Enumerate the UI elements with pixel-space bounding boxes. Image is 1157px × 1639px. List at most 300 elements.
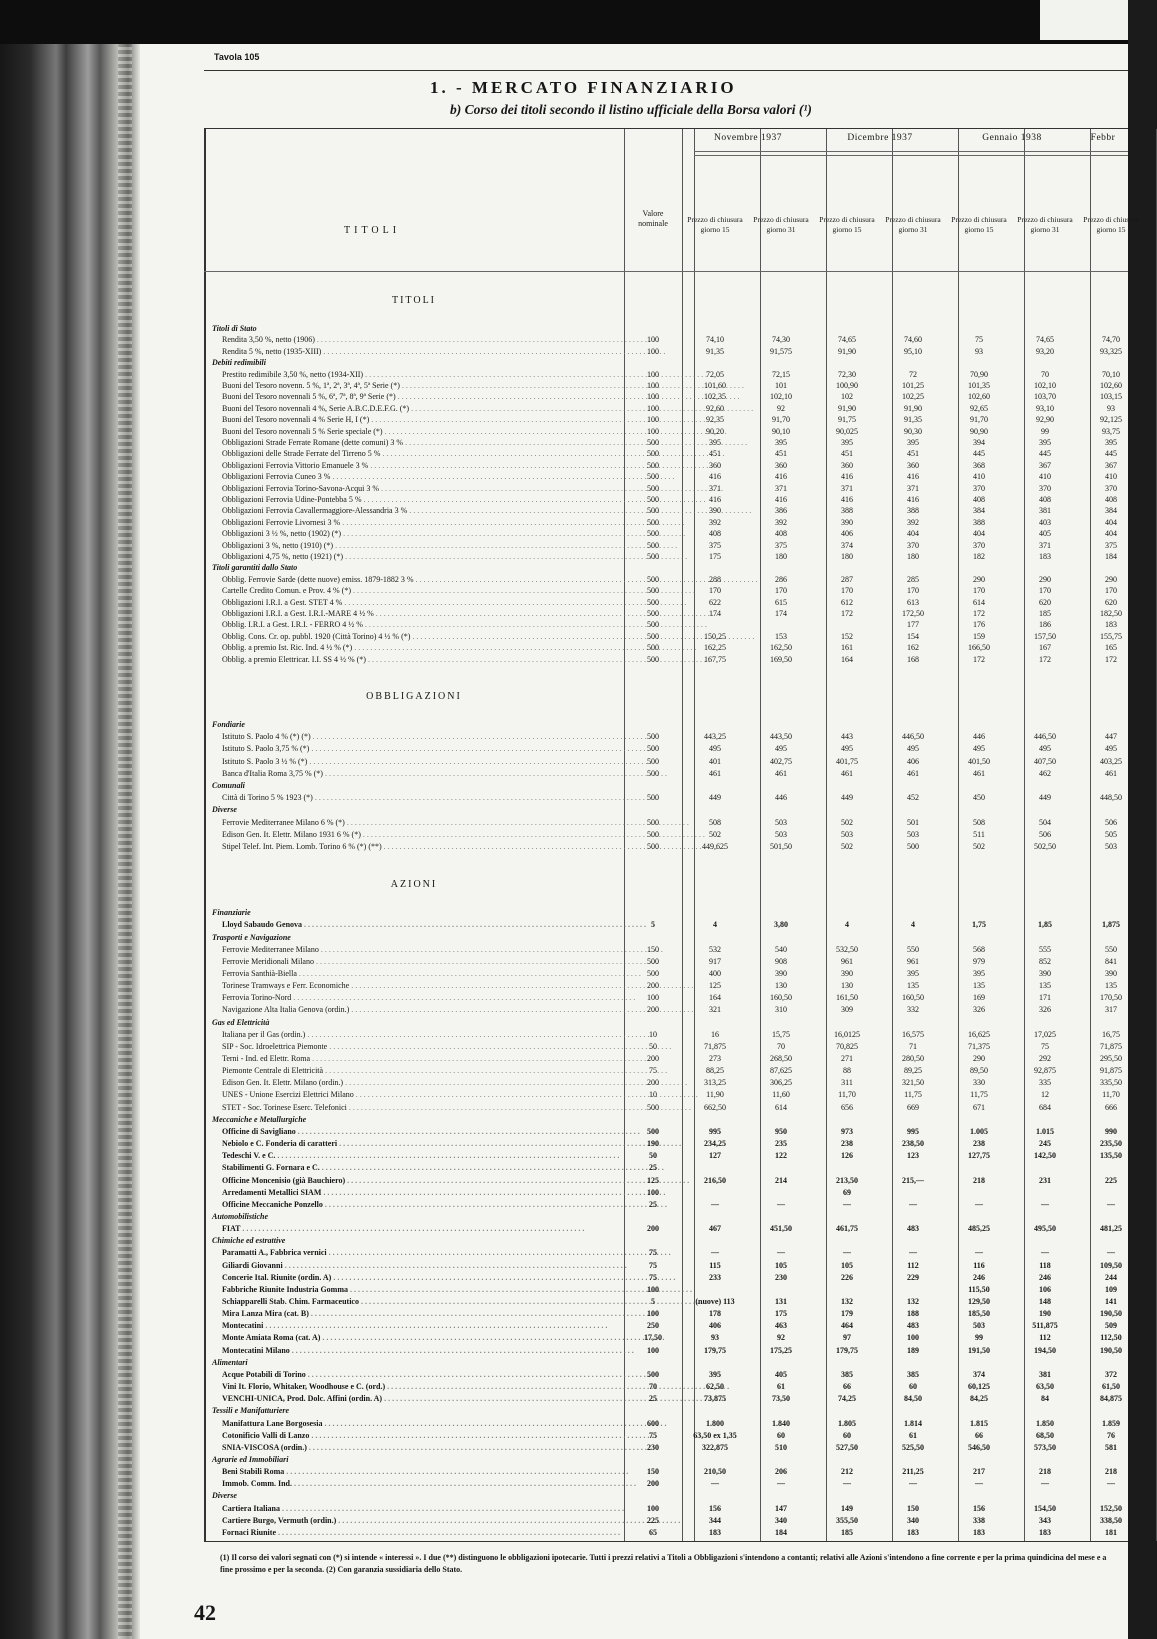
category-row bbox=[204, 357, 1128, 368]
price-cell: 90,025 bbox=[836, 426, 858, 436]
price-cell: 273 bbox=[709, 1054, 721, 1063]
scan-top-corner bbox=[1040, 0, 1128, 40]
price-cell: 75 bbox=[975, 335, 983, 345]
price-cell: 449 bbox=[841, 793, 853, 803]
price-cell: — bbox=[777, 1248, 785, 1258]
table-row bbox=[204, 1187, 1128, 1198]
price-cell: 71,875 bbox=[704, 1041, 726, 1051]
price-cell: 63,50 ex 1,35 bbox=[693, 1430, 737, 1440]
price-cell: 410 bbox=[973, 472, 985, 482]
price-cell: 93,20 bbox=[1036, 346, 1054, 356]
price-cell: 340 bbox=[907, 1515, 919, 1525]
price-cell: 502 bbox=[841, 817, 853, 827]
price-cell: 149 bbox=[841, 1503, 853, 1513]
price-cell: 355,50 bbox=[836, 1515, 858, 1525]
price-cell: 395 bbox=[1039, 438, 1051, 447]
price-cell: 11,60 bbox=[772, 1090, 790, 1100]
price-cell: 343 bbox=[1039, 1515, 1051, 1525]
table-row bbox=[204, 944, 1128, 955]
table-row bbox=[204, 1430, 1128, 1441]
price-cell: 218 bbox=[1105, 1467, 1117, 1477]
nominal-value: 500 bbox=[647, 449, 659, 459]
nominal-value: 500 bbox=[647, 732, 659, 742]
price-cell: 105 bbox=[841, 1260, 853, 1270]
price-cell: 290 bbox=[973, 1054, 985, 1063]
price-cell: 416 bbox=[841, 472, 853, 482]
price-cell: 4 bbox=[911, 920, 915, 930]
security-name: Italiana per il Gas (ordin.) . . . bbox=[222, 1029, 622, 1040]
price-cell: 60 bbox=[843, 1430, 851, 1440]
price-cell: 390 bbox=[709, 506, 721, 516]
price-cell: 446 bbox=[973, 732, 985, 742]
table-row bbox=[204, 1053, 1128, 1064]
price-cell: 16 bbox=[711, 1029, 719, 1039]
table-row bbox=[204, 1247, 1128, 1258]
table-row bbox=[204, 731, 1128, 742]
price-cell: — bbox=[1107, 1199, 1115, 1209]
price-cell: 375 bbox=[775, 540, 787, 550]
price-cell: 183 bbox=[1105, 620, 1117, 630]
price-cell: 115 bbox=[709, 1260, 721, 1270]
price-cell: 70,10 bbox=[1102, 369, 1120, 379]
price-cell: 371 bbox=[841, 483, 853, 493]
price-cell: 292 bbox=[1039, 1054, 1051, 1063]
price-cell: 573,50 bbox=[1034, 1442, 1056, 1452]
nominal-value: 500 bbox=[647, 793, 659, 803]
price-cell: — bbox=[975, 1248, 983, 1258]
price-cell: 91,70 bbox=[970, 415, 988, 425]
price-cell: 950 bbox=[775, 1126, 787, 1136]
table-row bbox=[204, 391, 1128, 402]
book-spine-pages bbox=[118, 44, 132, 1639]
category-label: Titoli di Stato bbox=[212, 324, 257, 333]
price-cell: 112 bbox=[1039, 1333, 1051, 1343]
nominal-value: 500 bbox=[647, 620, 659, 630]
price-cell: 215,— bbox=[902, 1175, 924, 1185]
price-cell: 226 bbox=[841, 1272, 853, 1282]
security-name: Cartiere Burgo, Vermuth (ordin.) . . . bbox=[222, 1515, 622, 1526]
security-name: Obbligazioni Strade Ferrate Romane (dette comuni) 3 % . . . bbox=[222, 437, 622, 448]
price-cell: 313,25 bbox=[704, 1078, 726, 1088]
table-row bbox=[204, 919, 1128, 930]
price-cell: 132 bbox=[841, 1297, 853, 1306]
price-cell: 60 bbox=[909, 1382, 917, 1392]
price-cell: 180 bbox=[775, 552, 787, 561]
price-cell: 404 bbox=[1105, 517, 1117, 527]
price-cell: 367 bbox=[1039, 460, 1051, 470]
price-cell: 446,50 bbox=[902, 732, 924, 742]
security-name: VENCHI-UNICA, Prod. Dolc. Affini (ordin. A) . . . bbox=[222, 1393, 622, 1404]
price-cell: 106 bbox=[1039, 1284, 1051, 1294]
price-cell: 416 bbox=[709, 472, 721, 482]
price-cell: 91,875 bbox=[1100, 1066, 1122, 1076]
price-cell: 461 bbox=[1105, 768, 1117, 778]
price-cell: 338 bbox=[973, 1515, 985, 1525]
table-row bbox=[204, 642, 1128, 653]
price-cell: 502 bbox=[973, 842, 985, 851]
table-row bbox=[204, 654, 1128, 665]
price-cell: 170,50 bbox=[1100, 993, 1122, 1003]
price-cell: 130 bbox=[841, 981, 853, 991]
nominal-value: 500 bbox=[647, 609, 659, 618]
price-cell: 555 bbox=[1039, 944, 1051, 954]
price-cell: 979 bbox=[973, 956, 985, 966]
price-cell: 170 bbox=[1039, 586, 1051, 596]
price-cell: 71,375 bbox=[968, 1041, 990, 1051]
price-cell: 546,50 bbox=[968, 1442, 990, 1452]
price-cell: 506 bbox=[1039, 829, 1051, 839]
price-cell: 11,70 bbox=[838, 1090, 856, 1100]
price-column-header: Prezzo di chiusura giorno 31 bbox=[1017, 215, 1073, 234]
nominal-value: 500 bbox=[647, 631, 659, 641]
price-cell: 93,75 bbox=[1102, 426, 1120, 436]
price-cell: 180 bbox=[841, 552, 853, 561]
category-row bbox=[204, 1405, 1128, 1416]
price-cell: — bbox=[1107, 1479, 1115, 1489]
price-cell: 101,60 bbox=[704, 381, 726, 390]
security-name: Edison Gen. It. Elettr. Milano (ordin.) . . . bbox=[222, 1077, 622, 1088]
price-cell: — bbox=[909, 1199, 917, 1209]
price-cell: 381 bbox=[1039, 1369, 1051, 1379]
nominal-value: 10 bbox=[649, 1029, 657, 1039]
price-cell: 550 bbox=[1105, 944, 1117, 954]
price-cell: 135,50 bbox=[1100, 1151, 1122, 1161]
category-label: Finanziarie bbox=[212, 908, 251, 918]
security-name: Piemonte Centrale di Elettricità . . . bbox=[222, 1065, 622, 1076]
price-column-header: Prezzo di chiusura giorno 31 bbox=[885, 215, 941, 234]
security-name: Rendita 5 %, netto (1935-XIII) . . . bbox=[222, 346, 622, 357]
price-cell: 614 bbox=[775, 1102, 787, 1112]
price-cell: 69 bbox=[843, 1187, 851, 1197]
price-cell: 340 bbox=[775, 1515, 787, 1525]
table-row bbox=[204, 551, 1128, 562]
price-cell: 395 bbox=[973, 968, 985, 978]
security-name: Cotonificio Valli di Lanzo . . . bbox=[222, 1430, 622, 1441]
nominal-value: 10 bbox=[649, 1090, 657, 1100]
price-cell: 156 bbox=[709, 1503, 721, 1513]
price-column-header: Prezzo di chiusura giorno 15 bbox=[1083, 215, 1139, 234]
table-row bbox=[204, 1369, 1128, 1380]
price-cell: 306,25 bbox=[770, 1078, 792, 1088]
month-header: Febbr bbox=[1090, 133, 1116, 143]
price-cell: 183 bbox=[1039, 1527, 1051, 1537]
price-cell: 508 bbox=[709, 817, 721, 827]
price-cell: 206 bbox=[775, 1467, 787, 1477]
price-cell: 384 bbox=[1105, 506, 1117, 516]
price-cell: 244 bbox=[1105, 1272, 1117, 1282]
price-cell: 461 bbox=[841, 768, 853, 778]
security-name: Nebiolo e C. Fonderia di caratteri . . . bbox=[222, 1138, 622, 1149]
price-cell: — bbox=[843, 1248, 851, 1258]
price-cell: 102,10 bbox=[1034, 381, 1056, 390]
price-cell: 451 bbox=[709, 449, 721, 459]
table-row bbox=[204, 334, 1128, 345]
price-cell: 500 bbox=[907, 842, 919, 851]
price-cell: 321,50 bbox=[902, 1078, 924, 1088]
price-cell: 102,60 bbox=[968, 392, 990, 402]
price-cell: 185 bbox=[1039, 609, 1051, 618]
price-cell: 371 bbox=[1039, 540, 1051, 550]
table-row bbox=[204, 619, 1128, 630]
price-cell: 280,50 bbox=[902, 1054, 924, 1063]
price-cell: 142,50 bbox=[1034, 1151, 1056, 1161]
category-label: Gas ed Elettricità bbox=[212, 1017, 270, 1027]
price-cell: 388 bbox=[973, 517, 985, 527]
price-cell: 390 bbox=[1039, 968, 1051, 978]
price-cell: 622 bbox=[709, 597, 721, 607]
category-row bbox=[204, 719, 1128, 730]
price-cell: 101,35 bbox=[968, 381, 990, 390]
price-cell: 311 bbox=[841, 1078, 853, 1088]
table-row bbox=[204, 1296, 1128, 1307]
price-cell: 210,50 bbox=[704, 1467, 726, 1477]
price-cell: 467 bbox=[709, 1224, 721, 1234]
price-cell: 229 bbox=[907, 1272, 919, 1282]
price-cell: 317 bbox=[1105, 1005, 1117, 1015]
security-name: SIP - Soc. Idroelettrica Piemonte . . . bbox=[222, 1041, 622, 1052]
table-row bbox=[204, 817, 1128, 828]
price-cell: 464 bbox=[841, 1321, 853, 1331]
price-cell: 74,25 bbox=[838, 1394, 856, 1404]
price-cell: 495 bbox=[973, 744, 985, 754]
security-name: Buoni del Tesoro novennali 4 % Serie H, I (*) . . . bbox=[222, 414, 622, 425]
nominal-value: 100 bbox=[647, 392, 659, 402]
price-cell: 501,50 bbox=[770, 842, 792, 851]
category-row bbox=[204, 562, 1128, 573]
price-cell: 182,50 bbox=[1100, 609, 1122, 618]
price-cell: 178 bbox=[709, 1309, 721, 1319]
nominal-value: 200 bbox=[647, 981, 659, 991]
security-name: Obblig. a premio Ist. Ric. Ind. 4 ½ % (*) . . . bbox=[222, 642, 622, 653]
price-cell: 189 bbox=[907, 1345, 919, 1355]
table-row bbox=[204, 574, 1128, 585]
price-cell: 61,50 bbox=[1102, 1382, 1120, 1392]
price-cell: 1,75 bbox=[972, 920, 986, 930]
table-row bbox=[204, 540, 1128, 551]
price-cell: 290 bbox=[973, 574, 985, 584]
price-cell: 416 bbox=[841, 495, 853, 504]
price-cell: 92,35 bbox=[706, 415, 724, 425]
price-cell: 408 bbox=[1105, 495, 1117, 504]
price-cell: 230 bbox=[775, 1272, 787, 1282]
table-row bbox=[204, 380, 1128, 391]
category-label: Meccaniche e Metallurgiche bbox=[212, 1114, 307, 1124]
price-cell: 406 bbox=[907, 756, 919, 766]
price-cell: 505 bbox=[1105, 829, 1117, 839]
price-cell: 90,90 bbox=[970, 426, 988, 436]
price-cell: 405 bbox=[775, 1369, 787, 1379]
nominal-value: 100 bbox=[647, 403, 659, 413]
nominal-value: 50 bbox=[649, 1151, 657, 1161]
price-cell: 73,875 bbox=[704, 1394, 726, 1404]
table-row bbox=[204, 1308, 1128, 1319]
price-cell: 170 bbox=[907, 586, 919, 596]
table-row bbox=[204, 980, 1128, 991]
table-header-rule bbox=[694, 155, 1128, 156]
price-cell: 185 bbox=[841, 1527, 853, 1537]
price-cell: 614 bbox=[973, 597, 985, 607]
security-name: Ferrovie Meridionali Milano . . . bbox=[222, 956, 622, 967]
price-cell: 238,50 bbox=[902, 1139, 924, 1149]
price-cell: 170 bbox=[775, 586, 787, 596]
price-cell: 179 bbox=[841, 1309, 853, 1319]
nominal-value: 100 bbox=[647, 426, 659, 436]
price-cell: 1.850 bbox=[1036, 1418, 1054, 1428]
security-name: Obbligazioni Ferrovia Udine-Pontebba 5 % . . . bbox=[222, 494, 622, 505]
price-cell: 75 bbox=[1041, 1041, 1049, 1051]
month-header: Gennaio 1938 bbox=[982, 133, 1042, 143]
security-name: Stipel Telef. Int. Piem. Lomb. Torino 6 % (*) (**) . . . bbox=[222, 841, 622, 852]
table-row bbox=[204, 1284, 1128, 1295]
price-cell: — bbox=[1107, 1248, 1115, 1258]
price-cell: 160,50 bbox=[770, 993, 792, 1003]
table-row bbox=[204, 608, 1128, 619]
price-cell: 162,50 bbox=[770, 643, 792, 653]
table-row bbox=[204, 1272, 1128, 1283]
price-cell: 508 bbox=[973, 817, 985, 827]
security-name: Officine Moncenisio (già Bauchiero) . . . bbox=[222, 1175, 622, 1186]
price-cell: 172 bbox=[841, 609, 853, 618]
price-cell: 179,75 bbox=[704, 1345, 726, 1355]
price-cell: 995 bbox=[709, 1126, 721, 1136]
price-cell: 375 bbox=[1105, 540, 1117, 550]
price-cell: — bbox=[777, 1199, 785, 1209]
price-cell: 172,50 bbox=[902, 609, 924, 618]
price-cell: 84,25 bbox=[970, 1394, 988, 1404]
table-row bbox=[204, 460, 1128, 471]
security-name: Obbligazioni 4,75 %, netto (1921) (*) . . . bbox=[222, 551, 622, 562]
price-cell: 183 bbox=[709, 1527, 721, 1537]
price-cell: 235 bbox=[775, 1139, 787, 1149]
nominal-value: 100 bbox=[647, 1309, 659, 1319]
security-name: Obblig. Cons. Cr. op. pubbl. 1920 (Città Torino) 4 ½ % (*) . . . bbox=[222, 631, 622, 642]
table-row bbox=[204, 1332, 1128, 1343]
price-cell: — bbox=[777, 1479, 785, 1489]
price-cell: 503 bbox=[973, 1321, 985, 1331]
nominal-value: 190 bbox=[647, 1139, 659, 1149]
price-cell: 392 bbox=[775, 517, 787, 527]
price-cell: 443 bbox=[841, 732, 853, 742]
price-cell: 662,50 bbox=[704, 1102, 726, 1112]
price-cell: 503 bbox=[775, 829, 787, 839]
category-label: Trasporti e Navigazione bbox=[212, 932, 291, 942]
table-row bbox=[204, 1199, 1128, 1210]
price-cell: 335 bbox=[1039, 1078, 1051, 1088]
table-row bbox=[204, 494, 1128, 505]
price-cell: 99 bbox=[975, 1333, 983, 1343]
price-cell: 90,30 bbox=[904, 426, 922, 436]
price-cell: 183 bbox=[973, 1527, 985, 1537]
price-cell: 395 bbox=[709, 438, 721, 447]
price-cell: 238 bbox=[841, 1139, 853, 1149]
price-cell: 620 bbox=[1105, 597, 1117, 607]
column-header-titoli: TITOLI bbox=[344, 225, 401, 236]
price-cell: 669 bbox=[907, 1102, 919, 1112]
price-cell: 370 bbox=[907, 540, 919, 550]
price-cell: 1.859 bbox=[1102, 1418, 1120, 1428]
price-cell: 1.840 bbox=[772, 1418, 790, 1428]
nominal-value: 17,50 bbox=[644, 1333, 662, 1343]
price-cell: 390 bbox=[775, 968, 787, 978]
price-cell: — bbox=[711, 1199, 719, 1209]
table-row bbox=[204, 585, 1128, 596]
security-name: Ferrovie Mediterranee Milano . . . bbox=[222, 944, 622, 955]
security-name: Rendita 3,50 %, netto (1906) . . . bbox=[222, 334, 622, 345]
price-cell: 218 bbox=[973, 1175, 985, 1185]
price-cell: 285 bbox=[907, 574, 919, 584]
price-cell: 103,15 bbox=[1100, 392, 1122, 402]
price-cell: 60,125 bbox=[968, 1382, 990, 1392]
nominal-value: 50 bbox=[649, 1041, 657, 1051]
price-column-header: Prezzo di chiusura giorno 15 bbox=[687, 215, 743, 234]
security-name: Mira Lanza Mira (cat. B) . . . bbox=[222, 1308, 622, 1319]
price-cell: 17,025 bbox=[1034, 1029, 1056, 1039]
price-cell: 338,50 bbox=[1100, 1515, 1122, 1525]
security-name: FIAT . . . bbox=[222, 1223, 622, 1234]
security-name: SNIA-VISCOSA (ordin.) . . . bbox=[222, 1442, 622, 1453]
price-cell: 105 bbox=[775, 1260, 787, 1270]
price-cell: 162 bbox=[907, 643, 919, 653]
price-cell: 395 bbox=[775, 438, 787, 447]
price-cell: 392 bbox=[709, 517, 721, 527]
price-cell: 88 bbox=[843, 1066, 851, 1076]
price-cell: 495 bbox=[907, 744, 919, 754]
scan-top-border bbox=[0, 0, 1128, 44]
price-cell: 74,70 bbox=[1102, 335, 1120, 345]
price-cell: 525,50 bbox=[902, 1442, 924, 1452]
nominal-value: 500 bbox=[647, 472, 659, 482]
price-cell: 97 bbox=[843, 1333, 851, 1343]
price-cell: 190,50 bbox=[1100, 1345, 1122, 1355]
security-name: Montecatini . . . bbox=[222, 1320, 622, 1331]
price-cell: 112 bbox=[907, 1260, 919, 1270]
price-cell: 92,125 bbox=[1100, 415, 1122, 425]
price-cell: 461 bbox=[907, 768, 919, 778]
price-column-header: Prezzo di chiusura giorno 15 bbox=[951, 215, 1007, 234]
nominal-value: 100 bbox=[647, 415, 659, 425]
price-cell: 191,50 bbox=[968, 1345, 990, 1355]
price-cell: 392 bbox=[907, 517, 919, 527]
price-cell: 164 bbox=[709, 993, 721, 1003]
table-row bbox=[204, 1126, 1128, 1137]
price-cell: 150,25 bbox=[704, 631, 726, 641]
price-cell: — bbox=[711, 1248, 719, 1258]
table-row bbox=[204, 414, 1128, 425]
table-row bbox=[204, 956, 1128, 967]
price-cell: 102,25 bbox=[902, 392, 924, 402]
price-cell: 390 bbox=[841, 968, 853, 978]
price-cell: 70 bbox=[777, 1041, 785, 1051]
price-cell: 388 bbox=[907, 506, 919, 516]
price-cell: 613 bbox=[907, 597, 919, 607]
nominal-value: 500 bbox=[647, 817, 659, 827]
price-cell: 394 bbox=[973, 438, 985, 447]
category-label: Alimentari bbox=[212, 1357, 248, 1367]
table-row bbox=[204, 471, 1128, 482]
price-cell: 91,75 bbox=[838, 415, 856, 425]
security-name: Prestito redimibile 3,50 %, netto (1934-XII) . . . bbox=[222, 369, 622, 380]
price-cell: 961 bbox=[841, 956, 853, 966]
price-cell: 109,50 bbox=[1100, 1260, 1122, 1270]
price-cell: 360 bbox=[775, 460, 787, 470]
price-cell: 3,80 bbox=[774, 920, 788, 930]
price-cell: 76 bbox=[1107, 1430, 1115, 1440]
nominal-value: 5 bbox=[651, 920, 655, 930]
table-row bbox=[204, 1442, 1128, 1453]
security-name: Fornaci Riunite . . . bbox=[222, 1527, 622, 1538]
security-name: Istituto S. Paolo 4 % (*) (*) . . . bbox=[222, 731, 622, 742]
price-cell: 395 bbox=[709, 1369, 721, 1379]
